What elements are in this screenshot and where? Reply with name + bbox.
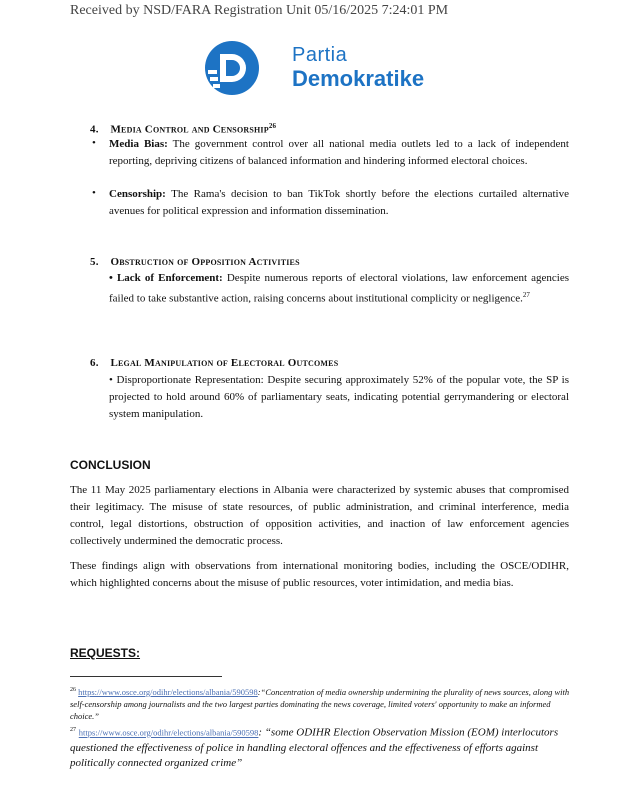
- bullet-text: Despite numerous reports of electoral violations, law enforcement agencies failed to take substantive action, raising concerns about institutional complicity or negligence.: [109, 272, 570, 305]
- section-title-text: Obstruction of Opposition Activities: [110, 256, 300, 268]
- section-number: 5.: [90, 256, 99, 268]
- logo-text-partia: Partia: [292, 44, 348, 66]
- footnote-ref: 26: [268, 122, 277, 130]
- bullet-label: Censorship:: [109, 188, 166, 200]
- section-number: 6.: [90, 357, 99, 369]
- footnote-link[interactable]: https://www.osce.org/odihr/elections/albania/590598: [78, 686, 258, 697]
- bullet-text: • Disproportionate Representation: Despite securing approximately 52% of the popular vote, the SP is projected to hold around 60% of parliamentary seats, indicating potential gerrymandering or electoral system manipulation.: [109, 374, 569, 420]
- section-title: [90, 122, 276, 136]
- section-title: [90, 357, 338, 369]
- party-logo: [196, 40, 446, 96]
- section-title: [90, 256, 300, 268]
- bullet-lack-of-enforcement: [109, 270, 569, 308]
- fara-registration-stamp: Received by NSD/FARA Registration Unit 05/16/2025 7:24:01 PM: [70, 3, 449, 18]
- logo-text-demokratike: Demokratike: [292, 66, 425, 91]
- footnote-divider: [70, 676, 222, 677]
- section-title-text: Media Control and Censorship: [110, 123, 269, 136]
- footnote-ref: 27: [522, 291, 530, 299]
- partia-demokratike-logo-icon: [196, 40, 268, 96]
- bullet-disproportionate-representation: [109, 372, 569, 423]
- footnote-link[interactable]: https://www.osce.org/odihr/elections/albania/590598: [78, 727, 259, 738]
- requests-heading: REQUESTS:: [70, 646, 141, 660]
- bullet-censorship: [109, 186, 569, 220]
- bullet-label: Media Bias:: [109, 138, 168, 150]
- footnote-number: 26: [70, 687, 76, 693]
- footnote-text: :“Concentration of media ownership undermining the plurality of news sources, along with self-censorship among journalists and the two largest parties dominating the news coverage, limited voters' opportunity to make an informed choice.”: [70, 686, 570, 721]
- bullet-media-bias: [109, 136, 569, 170]
- footnote-number: 27: [70, 727, 76, 733]
- conclusion-paragraph: The 11 May 2025 parliamentary elections in Albania were characterized by systemic abuses that compromised their legitimacy. The misuse of state resources, of public administration, and criminal interference, media control, legal distortions, obstruction of opposition activities, and inaction of law enforcement agencies collectively undermined the democratic process.: [70, 484, 569, 547]
- bullet-text: The government control over all national media outlets led to a lack of independent reporting, depriving citizens of balanced information and hindering informed electoral choices.: [109, 138, 569, 167]
- bullet-icon: •: [92, 137, 96, 149]
- bullet-label: • Lack of Enforcement:: [109, 272, 223, 284]
- conclusion-paragraph: These findings align with observations from international monitoring bodies, including the OSCE/ODIHR, which highlighted concerns about the misuse of public resources, voter intimidation, and media bias.: [70, 560, 569, 589]
- bullet-text: The Rama's decision to ban TikTok shortly before the elections curtailed alternative avenues for political expression and information dissemination.: [109, 188, 569, 217]
- bullet-icon: •: [92, 187, 96, 199]
- conclusion-heading: CONCLUSION: [70, 458, 151, 472]
- footnote: [70, 684, 570, 722]
- footnote-text: : “some ODIHR Election Observation Mission (EOM) interlocutors questioned the effectiveness of police in handling electoral offences and the effectiveness of efforts against politically connected organized crime”: [70, 726, 559, 769]
- footnote: [70, 723, 570, 771]
- section-title-text: Legal Manipulation of Electoral Outcomes: [110, 357, 339, 369]
- section-number: 4.: [90, 123, 99, 136]
